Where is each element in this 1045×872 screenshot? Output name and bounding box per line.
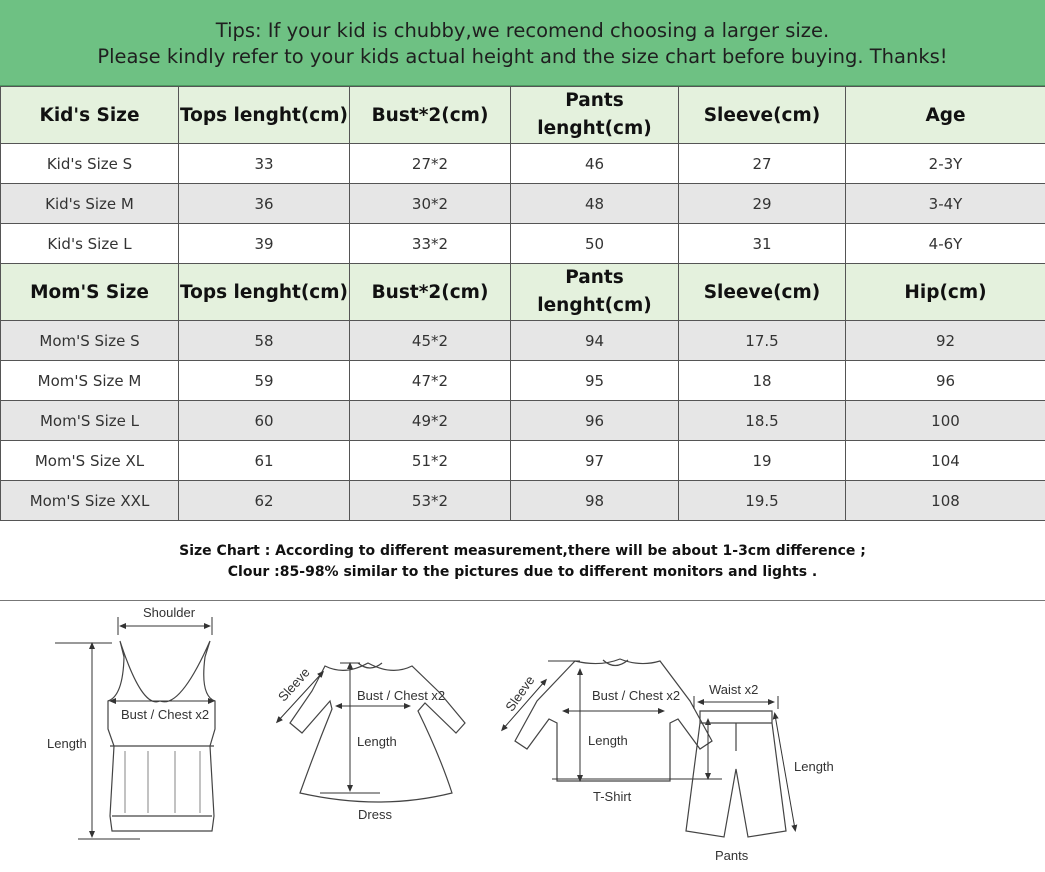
header-label: Pants lenght(cm) — [537, 267, 652, 316]
table-cell: Kid's Size S — [1, 144, 179, 184]
table-cell: 95 — [511, 361, 679, 401]
table-cell: Mom'S Size M — [1, 361, 179, 401]
table-cell: 33 — [179, 144, 350, 184]
table-cell: 33*2 — [350, 224, 511, 264]
size-note — [0, 521, 1045, 601]
note-line-2: Clour :85-98% similar to the pictures due to different monitors and lights . — [227, 564, 818, 580]
table-cell: 19 — [679, 441, 846, 481]
note-line-1: Size Chart : According to different measurement,there will be about 1-3cm difference ; — [179, 543, 866, 559]
table-cell: 18.5 — [679, 401, 846, 441]
table-cell: 27*2 — [350, 144, 511, 184]
table-cell: 98 — [511, 481, 679, 521]
table-row — [1, 321, 1045, 361]
table-cell: 51*2 — [350, 441, 511, 481]
table-cell: 96 — [846, 361, 1045, 401]
header-cell — [511, 264, 679, 321]
pants-illustration — [686, 711, 786, 837]
table-cell: 46 — [511, 144, 679, 184]
table-cell: 31 — [679, 224, 846, 264]
tshirt-bust-label: Bust / Chest x2 — [592, 688, 681, 703]
table-cell: Mom'S Size XXL — [1, 481, 179, 521]
table-cell: 4-6Y — [846, 224, 1045, 264]
table-cell: 19.5 — [679, 481, 846, 521]
header-cell: Age — [846, 87, 1045, 144]
header-cell — [511, 87, 679, 144]
tank-measure-lines — [55, 617, 212, 839]
table-cell: 92 — [846, 321, 1045, 361]
tips-line-2: Please kindly refer to your kids actual height and the size chart before buying. Thanks! — [97, 45, 948, 68]
dress-sleeve-label: Sleeve — [275, 664, 313, 705]
moms-header-row — [1, 264, 1045, 321]
table-cell: Mom'S Size S — [1, 321, 179, 361]
table-cell: 47*2 — [350, 361, 511, 401]
table-cell: 94 — [511, 321, 679, 361]
table-cell: 3-4Y — [846, 184, 1045, 224]
tshirt-caption: T-Shirt — [593, 789, 632, 804]
header-label: Pants lenght(cm) — [537, 90, 652, 139]
header-cell: Bust*2(cm) — [350, 87, 511, 144]
tips-line-1: Tips: If your kid is chubby,we recomend choosing a larger size. — [215, 19, 830, 42]
tips-banner — [0, 0, 1045, 86]
pants-measure-lines — [694, 696, 795, 829]
table-row — [1, 144, 1045, 184]
table-row — [1, 184, 1045, 224]
table-cell: 62 — [179, 481, 350, 521]
size-chart-table — [0, 86, 1045, 521]
tshirt-length-label: Length — [588, 733, 628, 748]
header-cell: Sleeve(cm) — [679, 87, 846, 144]
pants-waist-label: Waist x2 — [709, 682, 759, 697]
header-cell: Tops lenght(cm) — [179, 264, 350, 321]
dress-caption: Dress — [358, 807, 392, 822]
table-cell: 36 — [179, 184, 350, 224]
tshirt-measure-lines — [503, 661, 722, 779]
table-cell: 50 — [511, 224, 679, 264]
table-row — [1, 441, 1045, 481]
header-cell: Bust*2(cm) — [350, 264, 511, 321]
table-cell: 108 — [846, 481, 1045, 521]
table-cell: 17.5 — [679, 321, 846, 361]
table-row — [1, 481, 1045, 521]
table-row — [1, 401, 1045, 441]
table-cell: 100 — [846, 401, 1045, 441]
table-cell: Kid's Size L — [1, 224, 179, 264]
pants-caption: Pants — [715, 848, 749, 863]
table-cell: Kid's Size M — [1, 184, 179, 224]
tank-length-label: Length — [47, 736, 87, 751]
tank-top-illustration — [108, 641, 215, 831]
header-cell: Kid's Size — [1, 87, 179, 144]
table-cell: 30*2 — [350, 184, 511, 224]
garment-illustrations — [0, 601, 1045, 872]
table-cell: 2-3Y — [846, 144, 1045, 184]
dress-illustration — [290, 663, 465, 802]
table-cell: 27 — [679, 144, 846, 184]
table-cell: 60 — [179, 401, 350, 441]
dress-bust-label: Bust / Chest x2 — [357, 688, 446, 703]
header-cell: Sleeve(cm) — [679, 264, 846, 321]
tshirt-illustration — [515, 659, 712, 781]
table-row — [1, 361, 1045, 401]
measurement-diagram — [0, 601, 1045, 872]
tshirt-sleeve-label: Sleeve — [502, 672, 538, 715]
table-cell: Mom'S Size L — [1, 401, 179, 441]
table-cell: 53*2 — [350, 481, 511, 521]
table-cell: 59 — [179, 361, 350, 401]
header-cell: Tops lenght(cm) — [179, 87, 350, 144]
dress-length-label: Length — [357, 734, 397, 749]
table-cell: 39 — [179, 224, 350, 264]
tank-shoulder-label: Shoulder — [143, 605, 196, 620]
pants-length-label: Length — [794, 759, 834, 774]
table-cell: 58 — [179, 321, 350, 361]
table-cell: Mom'S Size XL — [1, 441, 179, 481]
table-cell: 48 — [511, 184, 679, 224]
header-cell: Hip(cm) — [846, 264, 1045, 321]
table-cell: 96 — [511, 401, 679, 441]
table-cell: 29 — [679, 184, 846, 224]
kids-header-row — [1, 87, 1045, 144]
header-cell: Mom'S Size — [1, 264, 179, 321]
tank-bust-label: Bust / Chest x2 — [121, 707, 210, 722]
table-cell: 104 — [846, 441, 1045, 481]
table-cell: 49*2 — [350, 401, 511, 441]
table-cell: 97 — [511, 441, 679, 481]
table-cell: 18 — [679, 361, 846, 401]
table-row — [1, 224, 1045, 264]
table-cell: 61 — [179, 441, 350, 481]
table-cell: 45*2 — [350, 321, 511, 361]
